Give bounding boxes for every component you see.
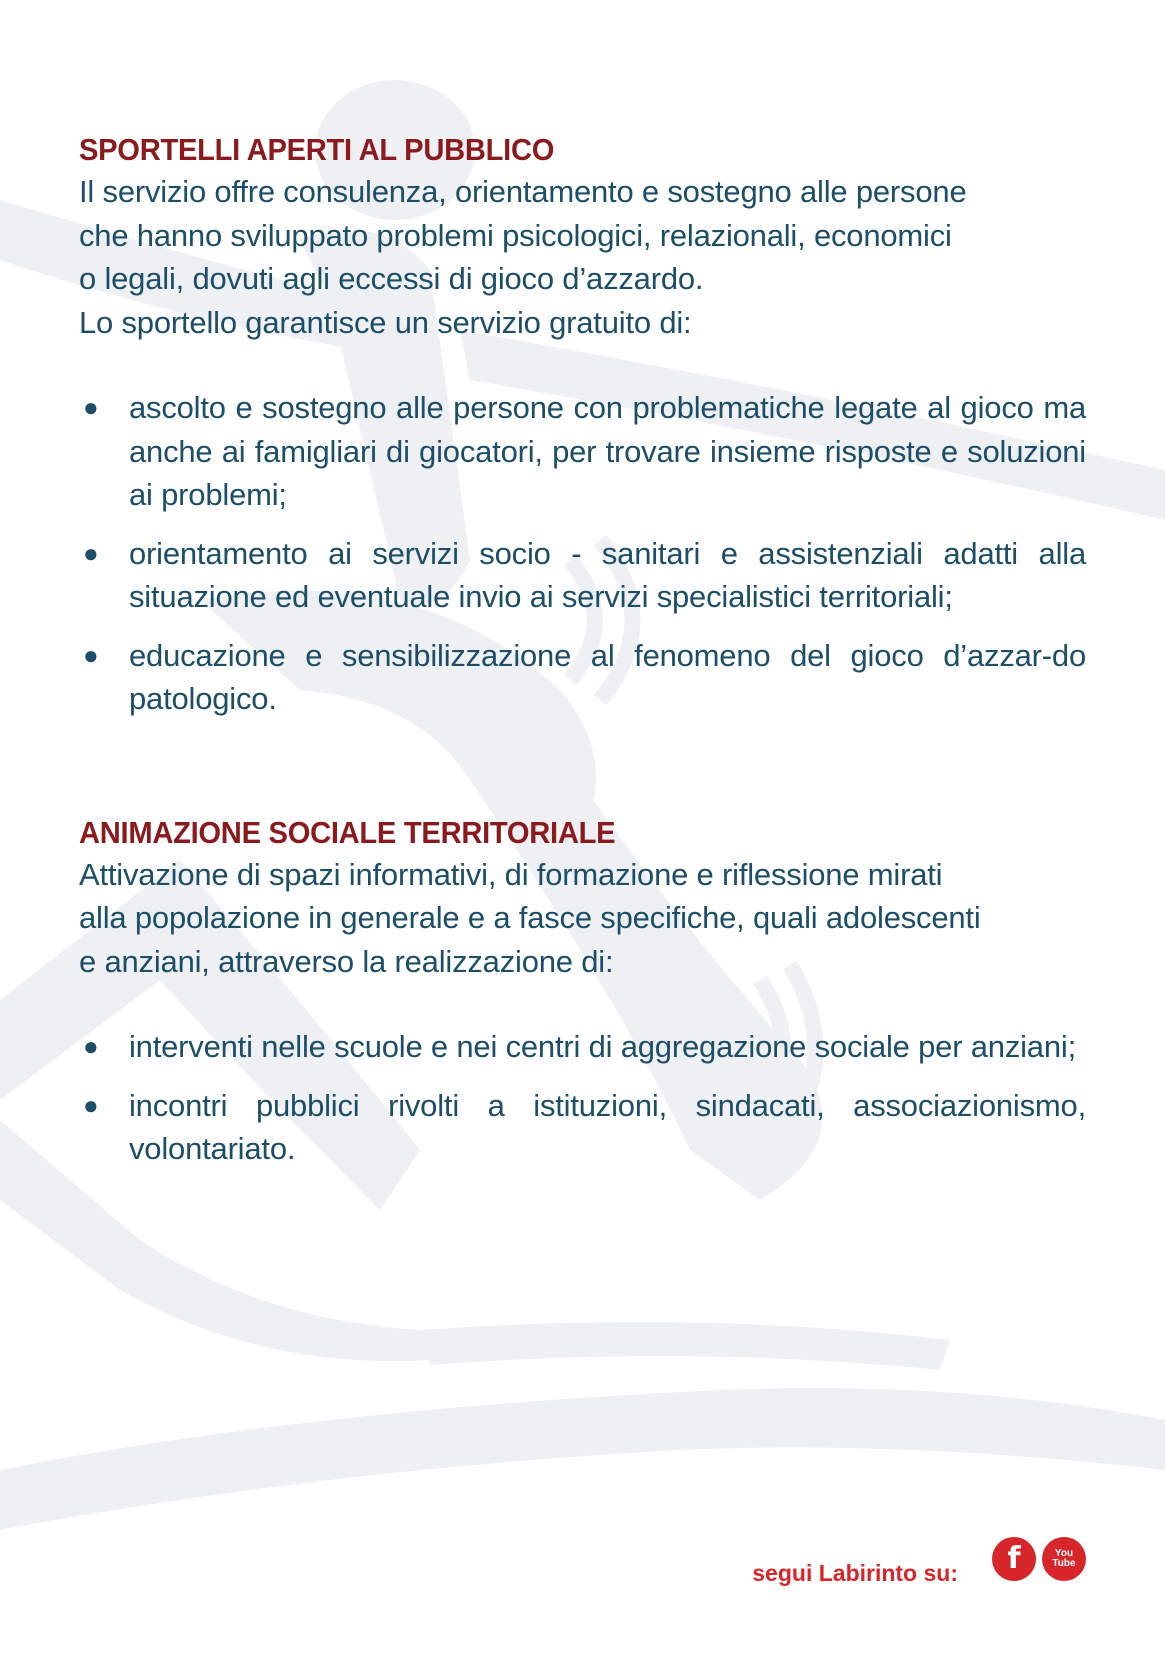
list-item-text: educazione e sensibilizzazione al fenomeno del gioco d’azzar-do patologico. <box>129 637 1086 716</box>
facebook-glyph: f <box>1007 1541 1021 1576</box>
list-item <box>79 532 1086 619</box>
list-item <box>79 1084 1086 1171</box>
bullet-list <box>79 386 1086 721</box>
list-item-text: interventi nelle scuole e nei centri di aggregazione sociale per anziani; <box>129 1029 1076 1064</box>
intro-line: e anziani, attraverso la realizzazione di: <box>79 943 614 979</box>
list-item <box>79 1025 1086 1069</box>
list-item <box>79 386 1086 517</box>
facebook-icon[interactable] <box>992 1537 1036 1581</box>
list-item-text: incontri pubblici rivolti a istituzioni, sindacati, associazionismo, volontariato. <box>129 1087 1086 1166</box>
section-intro <box>79 853 1086 984</box>
intro-line: Il servizio offre consulenza, orientamento e sostegno alle persone <box>79 174 967 209</box>
bullet-icon: ● <box>83 1089 99 1120</box>
section-intro <box>79 170 1086 344</box>
intro-line: che hanno sviluppato problemi psicologici, relazionali, economici <box>79 217 952 253</box>
intro-line: o legali, dovuti agli eccessi di gioco d’azzardo. <box>79 261 704 296</box>
bullet-icon: ● <box>83 1031 99 1061</box>
intro-line: Lo sportello garantisce un servizio gratuito di: <box>79 304 692 340</box>
bullet-list <box>79 1025 1086 1171</box>
bullet-icon: ● <box>83 639 99 670</box>
section-animazione <box>79 813 1086 1171</box>
list-item-text: orientamento ai servizi socio - sanitari e assistenziali adatti alla situazione ed eventuale invio ai servizi specialistici territoriali; <box>129 535 1086 614</box>
intro-line: Attivazione di spazi informativi, di formazione e riflessione mirati <box>79 856 943 892</box>
section-sportelli <box>79 130 1086 721</box>
page-content <box>79 130 1086 1171</box>
youtube-top-text: You <box>1054 1547 1074 1559</box>
list-item-text: ascolto e sostegno alle persone con problematiche legate al gioco ma anche ai famigliari di giocatori, per trovare insieme risposte e soluzioni ai problemi; <box>129 390 1086 512</box>
social-footer <box>752 1530 1086 1587</box>
intro-line: alla popolazione in generale e a fasce specifiche, quali adolescenti <box>79 900 981 935</box>
bullet-icon: ● <box>83 537 99 568</box>
list-item <box>79 634 1086 721</box>
section-title: SPORTELLI APERTI AL PUBBLICO <box>79 132 555 167</box>
youtube-icon[interactable] <box>1042 1537 1086 1581</box>
bullet-icon: ● <box>83 392 99 422</box>
follow-label: segui Labirinto su: <box>752 1560 958 1586</box>
section-title: ANIMAZIONE SOCIALE TERRITORIALE <box>79 814 616 850</box>
youtube-bottom-text: Tube <box>1052 1557 1076 1569</box>
